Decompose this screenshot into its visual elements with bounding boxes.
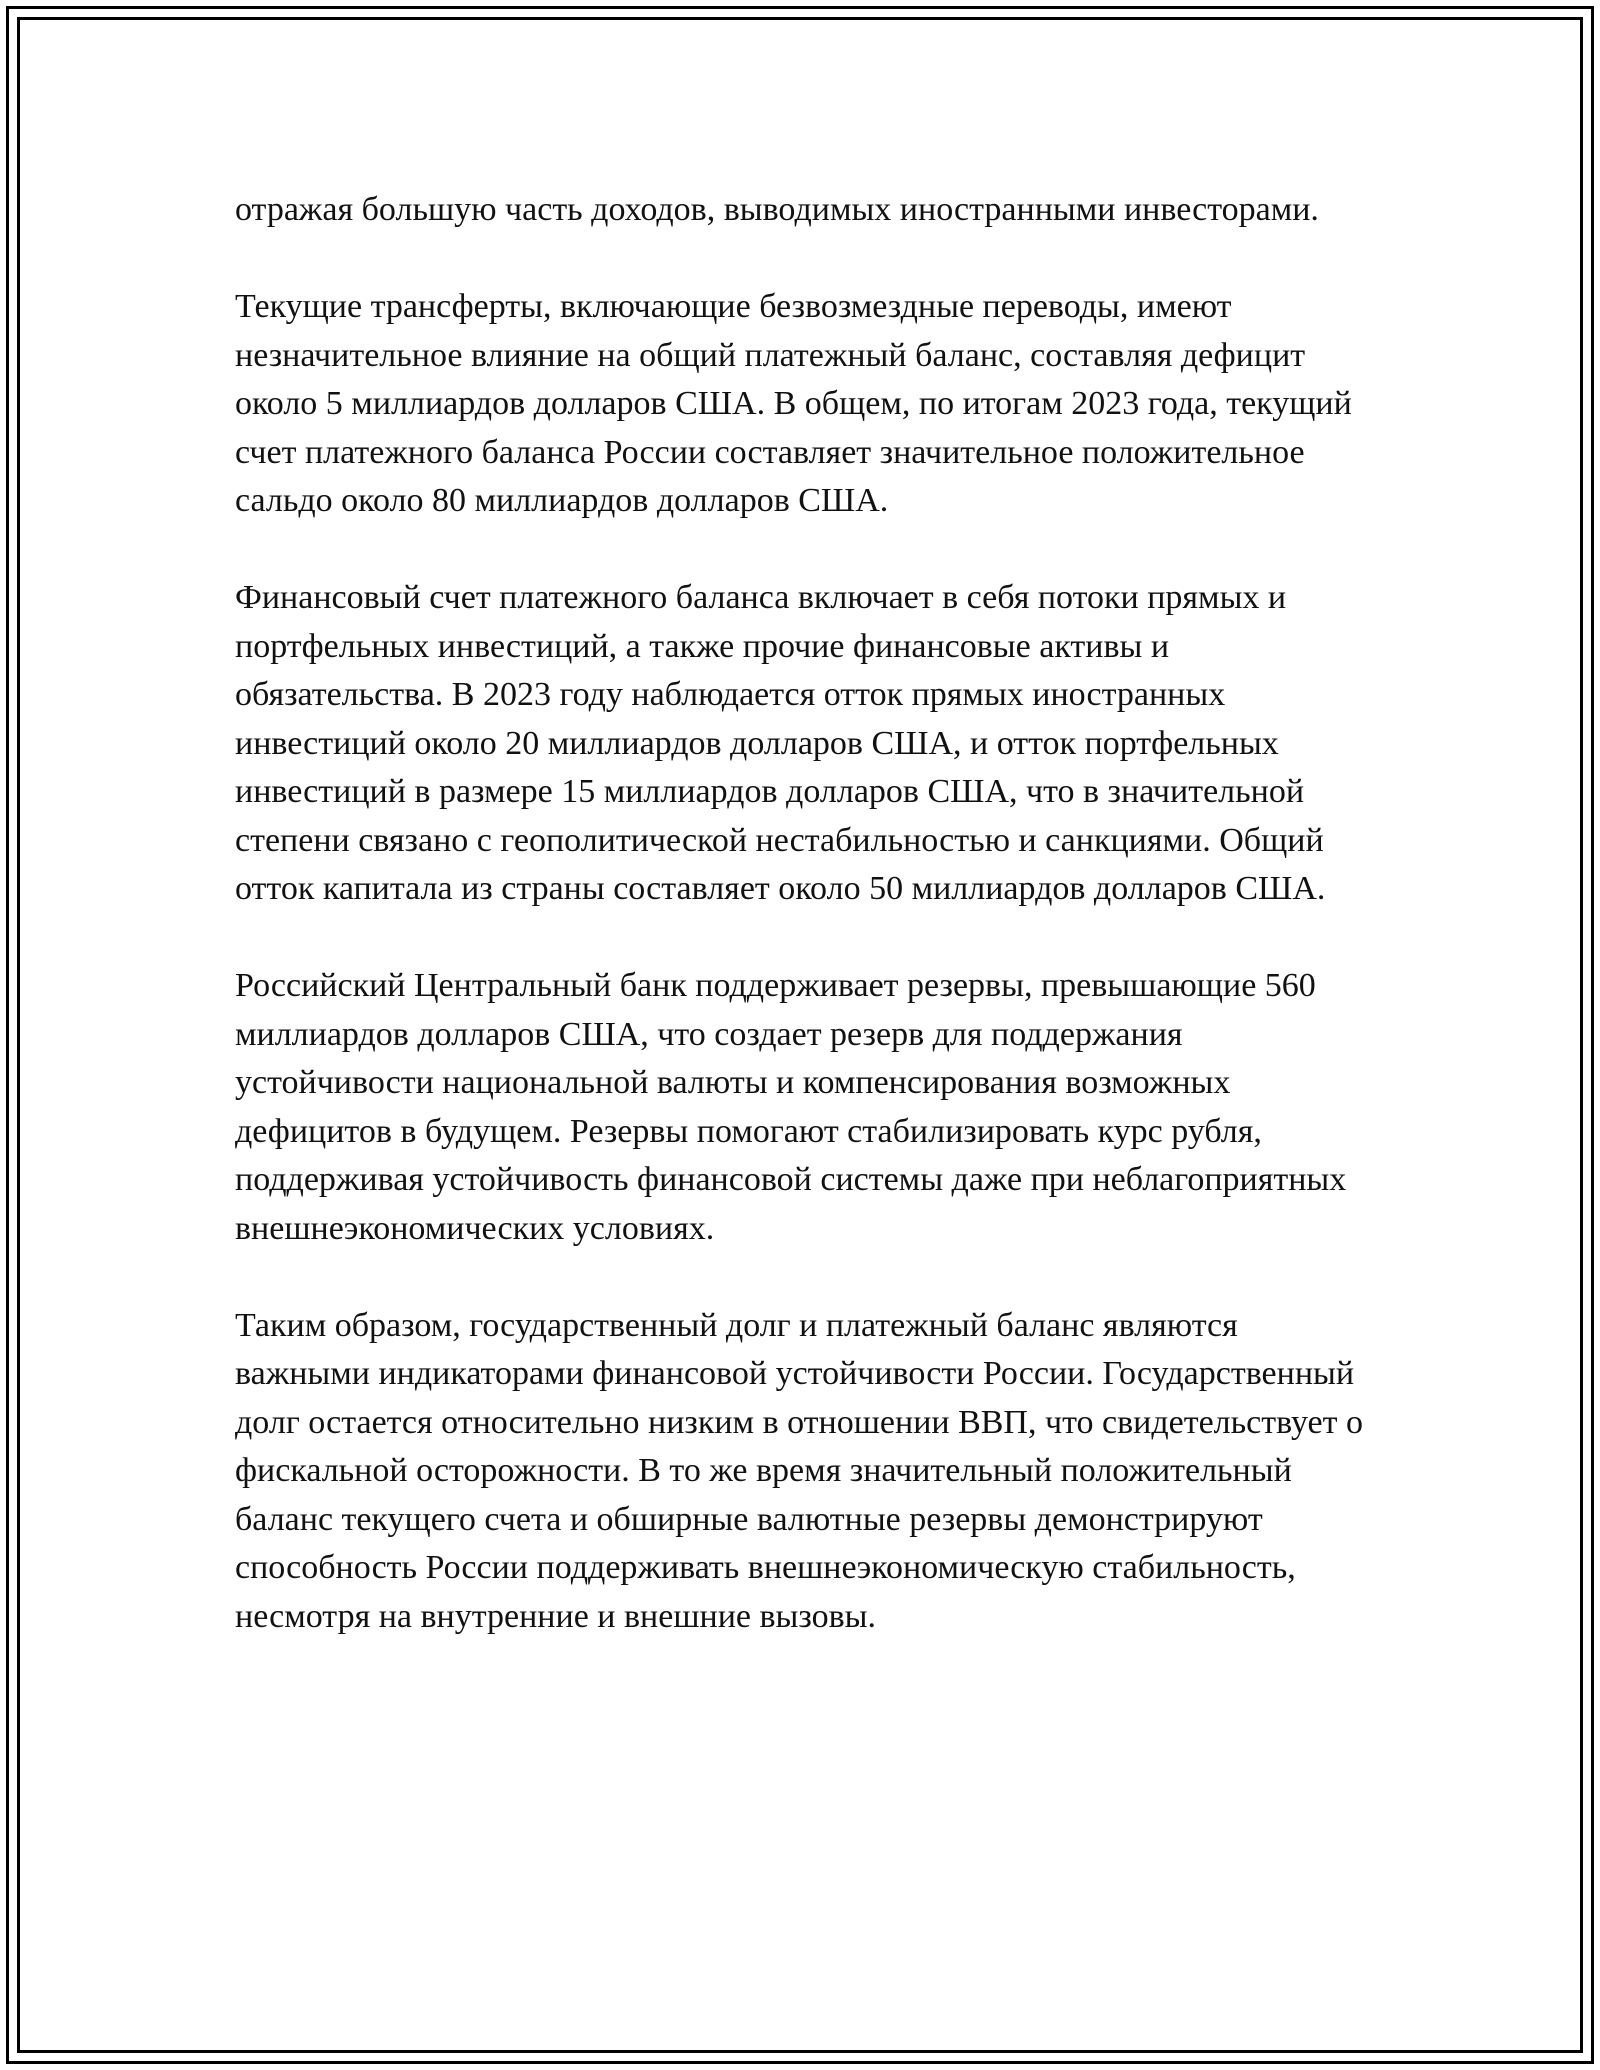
document-body [235, 186, 1370, 1690]
paragraph-current-transfers: Текущие трансферты, включающие безвозмездные переводы, имеют незначительное влияние на общий платежный баланс, составляя дефицит около 5 миллиардов долларов США. В общем, по итогам 2023 года, текущий счет платежного баланса России составляет значительное положительное сальдо около 80 миллиардов долларов США. [235, 288, 1352, 519]
paragraph-central-bank-reserves: Российский Центральный банк поддерживает резервы, превышающие 560 миллиардов долларов США, что создает резерв для поддержания устойчивости национальной валюты и компенсирования возможных дефицитов в будущем. Резервы помогают стабилизировать курс рубля, поддерживая устойчивость финансовой системы даже при неблагоприятных внешнеэкономических условиях. [235, 967, 1347, 1247]
paragraph-continuation: отражая большую часть доходов, выводимых иностранными инвесторами. [235, 191, 1319, 228]
paragraph-conclusion: Таким образом, государственный долг и платежный баланс являются важными индикаторами финансовой устойчивости России. Государственный долг остается относительно низким в отношении ВВП, что свидетельствует о фискальной осторожности. В то же время значительный положительный баланс текущего счета и обширные валютные резервы демонстрируют способность России поддерживать внешнеэкономическую стабильность, несмотря на внутренние и внешние вызовы. [235, 1306, 1363, 1635]
paragraph-financial-account: Финансовый счет платежного баланса включает в себя потоки прямых и портфельных инвестиций, а также прочие финансовые активы и обязательства. В 2023 году наблюдается отток прямых иностранных инвестиций около 20 миллиардов долларов США, и отток портфельных инвестиций в размере 15 миллиардов долларов США, что в значительной степени связано с геополитической нестабильностью и санкциями. Общий отток капитала из страны составляет около 50 миллиардов долларов США. [235, 579, 1326, 907]
